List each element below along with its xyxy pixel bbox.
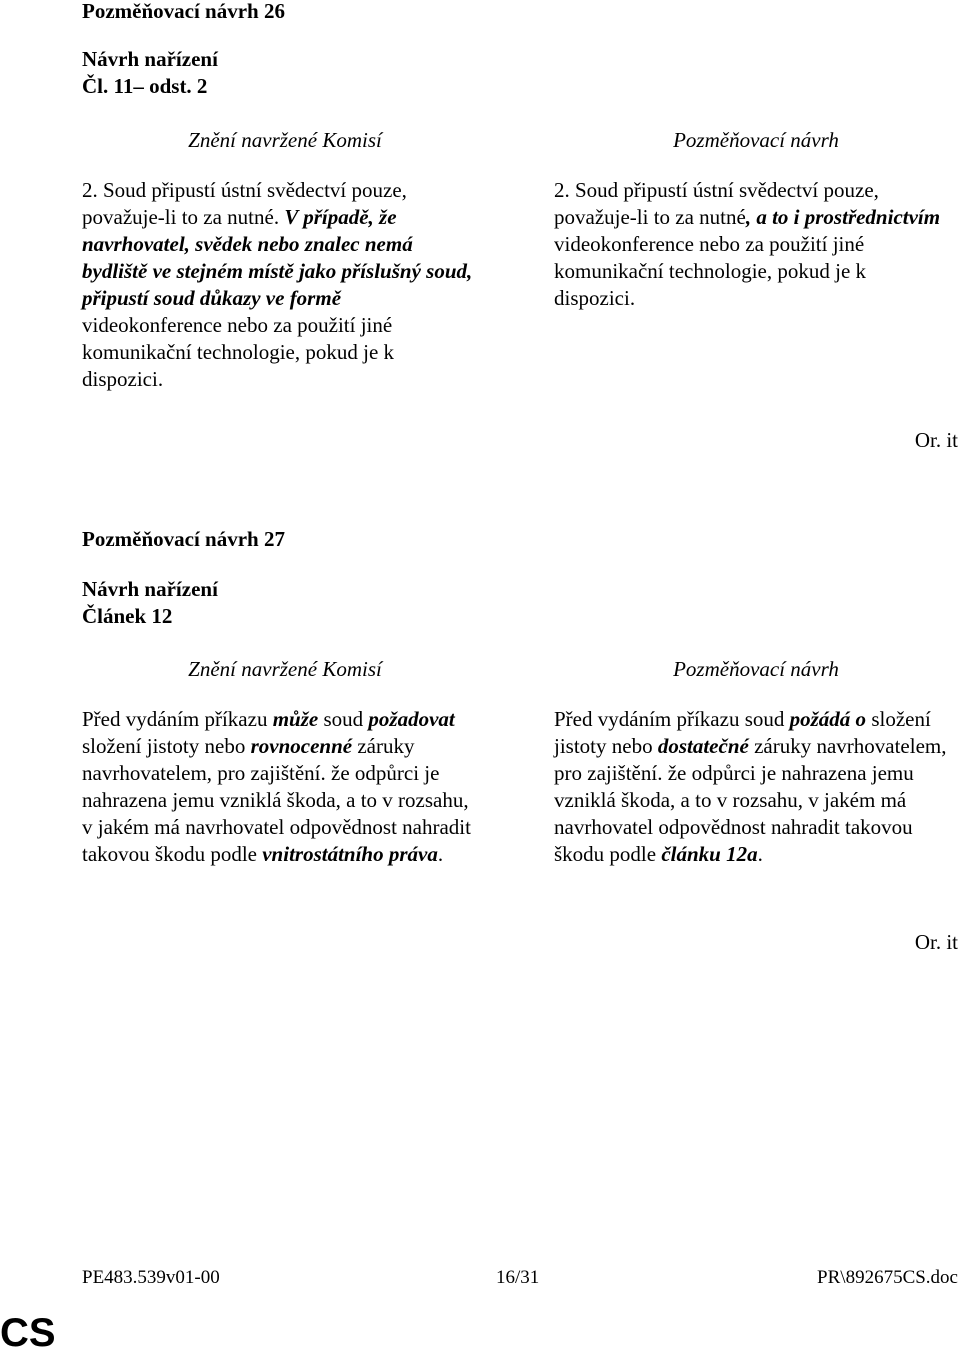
amended-text-segment: dostatečné xyxy=(657,734,749,758)
amendment-27-left-header: Znění navržené Komisí xyxy=(188,657,382,681)
language-code: CS xyxy=(0,1311,56,1355)
footer-file-name: PR\892675CS.doc xyxy=(817,1267,958,1288)
amended-text-segment: požadovat xyxy=(368,707,455,731)
text-segment: Před vydáním příkazu soud xyxy=(554,707,790,731)
amendment-26-left-header: Znění navržené Komisí xyxy=(188,128,382,152)
text-segment: 2. Soud připustí ústní svědectví pouze, považuje-li to za nutné. xyxy=(82,178,407,229)
text-segment: soud xyxy=(318,707,369,731)
text-segment: Před vydáním příkazu xyxy=(82,707,273,731)
text-segment: složení jistoty nebo xyxy=(82,734,251,758)
footer-document-reference: PE483.539v01-00 xyxy=(82,1267,220,1288)
amendment-26-amendment-text xyxy=(554,177,949,312)
amended-text-segment: může xyxy=(272,707,319,731)
amendment-27-doc: Návrh nařízení xyxy=(82,577,218,601)
text-segment: videokonference nebo za použití jiné komunikační technologie, pokud je k dispozici. xyxy=(554,232,867,310)
amendment-27-origin: Or. it xyxy=(914,930,958,954)
amendment-27-title: Pozměňovací návrh 27 xyxy=(82,527,285,551)
amended-text-segment: V případě, že navrhovatel, svědek nebo znalec nemá bydliště ve stejném místě jako příslušný soud, připustí soud důkazy ve formě xyxy=(82,205,473,310)
text-segment: 2. Soud připustí ústní svědectví pouze, považuje-li to za nutné xyxy=(554,178,879,229)
footer-page-number: 16/31 xyxy=(496,1267,540,1288)
text-segment: videokonference nebo za použití jiné komunikační technologie, pokud je k dispozici. xyxy=(82,313,395,391)
amendment-26-doc: Návrh nařízení xyxy=(82,47,218,71)
amended-text-segment: vnitrostátního práva xyxy=(262,842,438,866)
amended-text-segment: , a to i prostřednictvím xyxy=(745,205,941,229)
amended-text-segment: požádá o xyxy=(789,707,867,731)
amendment-27-commission-text xyxy=(82,706,477,868)
text-segment: . xyxy=(437,842,444,866)
amendment-26-right-header: Pozměňovací návrh xyxy=(673,128,839,152)
amendment-26-title: Pozměňovací návrh 26 xyxy=(82,0,285,23)
text-segment: záruky navrhovatelem, pro zajištění. že odpůrci je nahrazena jemu vzniklá škoda, a to v rozsahu, v jakém má navrhovatel odpovědnost nahradit takovou škodu podle xyxy=(82,734,471,866)
amendment-27-right-header: Pozměňovací návrh xyxy=(673,657,839,681)
amended-text-segment: rovnocenné xyxy=(250,734,353,758)
text-segment: záruky navrhovatelem, pro zajištění. že odpůrci je nahrazena jemu vzniklá škoda, a to v rozsahu, v jakém má navrhovatel odpovědnost nahradit takovou škodu podle xyxy=(554,734,947,866)
amendment-26-article: Čl. 11– odst. 2 xyxy=(82,74,208,98)
amendment-27-amendment-text xyxy=(554,706,949,868)
amendment-26-commission-text xyxy=(82,177,477,393)
amended-text-segment: článku 12a xyxy=(661,842,758,866)
amendment-26-origin: Or. it xyxy=(914,428,958,452)
text-segment: složení jistoty nebo xyxy=(554,707,931,758)
amendment-27-article: Článek 12 xyxy=(82,604,173,628)
text-segment: . xyxy=(757,842,763,866)
